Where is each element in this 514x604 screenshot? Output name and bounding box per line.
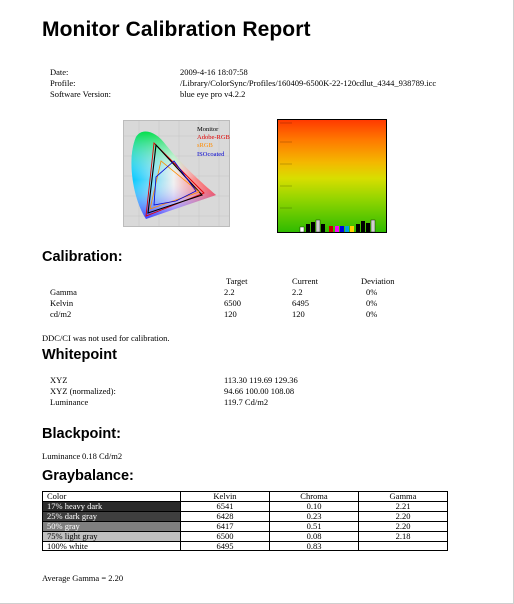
chroma-cell: 0.23 xyxy=(270,511,359,521)
chroma-cell: 0.10 xyxy=(270,501,359,511)
gamma-cell: 2.20 xyxy=(359,511,448,521)
whitepoint-label: Luminance xyxy=(50,397,89,407)
average-gamma-label: Average Gamma = xyxy=(42,573,107,583)
calibration-row-label: cd/m2 xyxy=(50,309,72,319)
calibration-col-deviation: Deviation xyxy=(361,276,395,286)
software-value: blue eye pro v4.2.2 xyxy=(180,89,246,99)
gray-patch-label: 100% white xyxy=(43,541,181,551)
whitepoint-value: 119.7 Cd/m2 xyxy=(224,397,269,407)
whitepoint-value: 94.66 100.00 108.08 xyxy=(224,386,295,396)
calibration-row-label: Gamma xyxy=(50,287,77,297)
gray-patch-label: 75% light gray xyxy=(43,531,181,541)
software-label: Software Version: xyxy=(50,89,111,99)
col-kelvin: Kelvin xyxy=(181,492,270,502)
whitepoint-label: XYZ xyxy=(50,375,68,385)
graybalance-table xyxy=(42,491,448,551)
kelvin-cell: 6417 xyxy=(181,521,270,531)
table-row xyxy=(43,541,448,551)
calibration-col-current: Current xyxy=(292,276,318,286)
calibration-deviation-value: 0% xyxy=(366,309,378,319)
calibration-row-label: Kelvin xyxy=(50,298,74,308)
table-row xyxy=(43,531,448,541)
calibration-col-target: Target xyxy=(226,276,248,286)
kelvin-cell: 6495 xyxy=(181,541,270,551)
gray-patch-label: 25% dark gray xyxy=(43,511,181,521)
kelvin-cell: 6428 xyxy=(181,511,270,521)
calibration-deviation-value: 0% xyxy=(366,298,378,308)
blackpoint-value: 0.18 Cd/m2 xyxy=(82,451,123,461)
deviation-bars xyxy=(300,220,375,232)
gamma-cell: 2.21 xyxy=(359,501,448,511)
gamma-cell: 2.20 xyxy=(359,521,448,531)
blackpoint-label: Luminance xyxy=(42,451,81,461)
table-row xyxy=(43,501,448,511)
kelvin-cell: 6500 xyxy=(181,531,270,541)
table-row xyxy=(43,511,448,521)
calibration-current-value: 2.2 xyxy=(292,287,303,297)
calibration-target-value: 120 xyxy=(224,309,237,319)
legend-isocoated: ISOcoated xyxy=(197,150,225,158)
average-gamma xyxy=(42,573,123,584)
gamut-legend xyxy=(197,126,230,159)
date-label: Date: xyxy=(50,67,69,77)
calibration-heading: Calibration: xyxy=(42,249,123,265)
gray-patch-label: 50% gray xyxy=(43,521,181,531)
kelvin-cell: 6541 xyxy=(181,501,270,511)
gamma-cell: 2.18 xyxy=(359,531,448,541)
table-header-row xyxy=(43,492,448,502)
gray-patch-label: 17% heavy dark xyxy=(43,501,181,511)
whitepoint-heading: Whitepoint xyxy=(42,347,117,363)
chroma-cell: 0.08 xyxy=(270,531,359,541)
legend-srgb: sRGB xyxy=(197,142,213,150)
chroma-cell: 0.83 xyxy=(270,541,359,551)
table-row xyxy=(43,521,448,531)
legend-adobe-rgb: Adobe-RGB xyxy=(197,134,230,142)
col-gamma: Gamma xyxy=(359,492,448,502)
blackpoint-heading: Blackpoint: xyxy=(42,426,121,442)
whitepoint-label: XYZ (normalized): xyxy=(50,386,116,396)
average-gamma-value: 2.20 xyxy=(108,573,124,583)
report-title: Monitor Calibration Report xyxy=(42,18,311,41)
legend-monitor: Monitor xyxy=(197,126,219,133)
calibration-target-value: 2.2 xyxy=(224,287,235,297)
col-color: Color xyxy=(43,492,181,502)
calibration-current-value: 6495 xyxy=(292,298,309,308)
calibration-deviation-chart xyxy=(277,119,387,233)
ddc-ci-note: DDC/CI was not used for calibration. xyxy=(42,333,170,343)
date-value: 2009-4-16 18:07:58 xyxy=(180,67,248,77)
calibration-deviation-value: 0% xyxy=(366,287,378,297)
profile-label: Profile: xyxy=(50,78,76,88)
calibration-target-value: 6500 xyxy=(224,298,241,308)
col-chroma: Chroma xyxy=(270,492,359,502)
chroma-cell: 0.51 xyxy=(270,521,359,531)
graybalance-heading: Graybalance: xyxy=(42,468,134,484)
whitepoint-value: 113.30 119.69 129.36 xyxy=(224,375,298,385)
profile-value: /Library/ColorSync/Profiles/160409-6500K-22-120cdlut_4344_938789.icc xyxy=(180,78,437,88)
gamma-cell xyxy=(359,541,448,551)
calibration-current-value: 120 xyxy=(292,309,305,319)
